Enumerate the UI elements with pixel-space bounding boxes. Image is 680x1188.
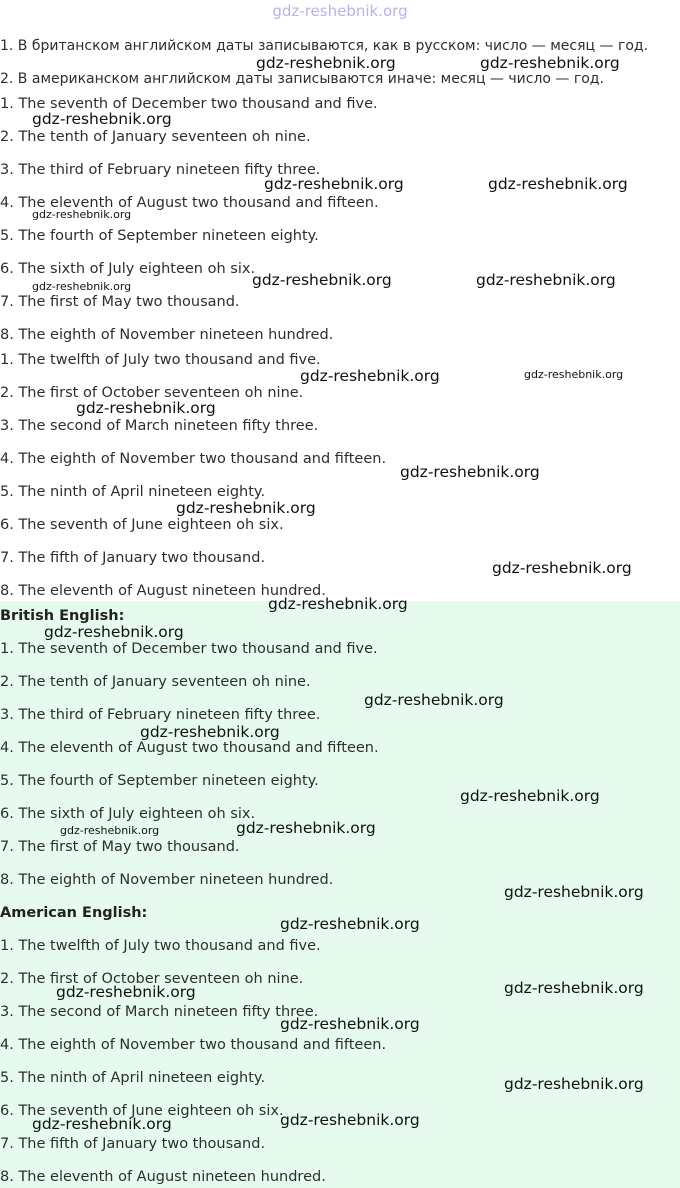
list-one-item: 3. The third of February nineteen fifty three. <box>0 162 321 178</box>
watermark: gdz-reshebnik.org <box>32 110 172 128</box>
list-two-item: 3. The second of March nineteen fifty three. <box>0 418 319 434</box>
watermark: gdz-reshebnik.org <box>268 595 408 613</box>
list-one-item: 7. The first of May two thousand. <box>0 294 240 310</box>
watermark: gdz-reshebnik.org <box>300 367 440 385</box>
british-item: 7. The first of May two thousand. <box>0 839 240 855</box>
watermark: gdz-reshebnik.org <box>140 723 280 741</box>
british-item: 5. The fourth of September nineteen eighty. <box>0 773 319 789</box>
watermark: gdz-reshebnik.org <box>492 559 632 577</box>
american-item: 7. The fifth of January two thousand. <box>0 1136 266 1152</box>
list-one-item: 4. The eleventh of August two thousand and fifteen. <box>0 195 379 211</box>
watermark: gdz-reshebnik.org <box>32 280 132 293</box>
list-two-item: 1. The twelfth of July two thousand and five. <box>0 352 321 368</box>
american-item: 1. The twelfth of July two thousand and five. <box>0 938 321 954</box>
list-two-item: 7. The fifth of January two thousand. <box>0 550 266 566</box>
list-one-item: 6. The sixth of July eighteen oh six. <box>0 261 256 277</box>
watermark: gdz-reshebnik.org <box>32 1115 172 1133</box>
list-one-item: 8. The eighth of November nineteen hundred. <box>0 327 334 343</box>
watermark: gdz-reshebnik.org <box>76 399 216 417</box>
american-item: 4. The eighth of November two thousand and fifteen. <box>0 1037 387 1053</box>
watermark: gdz-reshebnik.org <box>280 915 420 933</box>
rule-british: 1. В британском английском даты записываются, как в русском: число — месяц — год. <box>0 38 649 54</box>
list-two-item: 8. The eleventh of August nineteen hundred. <box>0 583 326 599</box>
watermark: gdz-reshebnik.org <box>480 54 620 72</box>
watermark: gdz-reshebnik.org <box>280 1111 420 1129</box>
watermark: gdz-reshebnik.org <box>524 368 624 381</box>
list-two-item: 2. The first of October seventeen oh nine. <box>0 385 304 401</box>
rule-american: 2. В американском английском даты записываются иначе: месяц — число — год. <box>0 71 604 87</box>
watermark: gdz-reshebnik.org <box>476 271 616 289</box>
watermark: gdz-reshebnik.org <box>60 824 160 837</box>
list-one-item: 2. The tenth of January seventeen oh nine. <box>0 129 311 145</box>
watermark: gdz-reshebnik.org <box>280 1015 420 1033</box>
british-item: 4. The eleventh of August two thousand and fifteen. <box>0 740 379 756</box>
watermark: gdz-reshebnik.org <box>504 979 644 997</box>
british-item: 8. The eighth of November nineteen hundred. <box>0 872 334 888</box>
american-item: 8. The eleventh of August nineteen hundred. <box>0 1169 326 1185</box>
british-item: 6. The sixth of July eighteen oh six. <box>0 806 256 822</box>
watermark: gdz-reshebnik.org <box>364 691 504 709</box>
list-one-item: 1. The seventh of December two thousand and five. <box>0 96 378 112</box>
american-item: 3. The second of March nineteen fifty three. <box>0 1004 319 1020</box>
list-two-item: 4. The eighth of November two thousand and fifteen. <box>0 451 387 467</box>
watermark: gdz-reshebnik.org <box>256 54 396 72</box>
american-item: 6. The seventh of June eighteen oh six. <box>0 1103 284 1119</box>
watermark: gdz-reshebnik.org <box>400 463 540 481</box>
british-item: 3. The third of February nineteen fifty three. <box>0 707 321 723</box>
watermark: gdz-reshebnik.org <box>32 208 132 221</box>
list-two-item: 5. The ninth of April nineteen eighty. <box>0 484 266 500</box>
british-heading: British English: <box>0 608 125 624</box>
american-item: 5. The ninth of April nineteen eighty. <box>0 1070 266 1086</box>
watermark: gdz-reshebnik.org <box>488 175 628 193</box>
header-watermark: gdz-reshebnik.org <box>272 2 408 20</box>
list-two-item: 6. The seventh of June eighteen oh six. <box>0 517 284 533</box>
watermark: gdz-reshebnik.org <box>236 819 376 837</box>
watermark: gdz-reshebnik.org <box>460 787 600 805</box>
watermark: gdz-reshebnik.org <box>176 499 316 517</box>
watermark: gdz-reshebnik.org <box>504 883 644 901</box>
watermark: gdz-reshebnik.org <box>44 623 184 641</box>
watermark: gdz-reshebnik.org <box>252 271 392 289</box>
list-one-item: 5. The fourth of September nineteen eighty. <box>0 228 319 244</box>
watermark: gdz-reshebnik.org <box>504 1075 644 1093</box>
american-item: 2. The first of October seventeen oh nine. <box>0 971 304 987</box>
watermark: gdz-reshebnik.org <box>56 983 196 1001</box>
british-item: 2. The tenth of January seventeen oh nine. <box>0 674 311 690</box>
watermark: gdz-reshebnik.org <box>264 175 404 193</box>
british-item: 1. The seventh of December two thousand and five. <box>0 641 378 657</box>
american-heading: American English: <box>0 905 148 921</box>
